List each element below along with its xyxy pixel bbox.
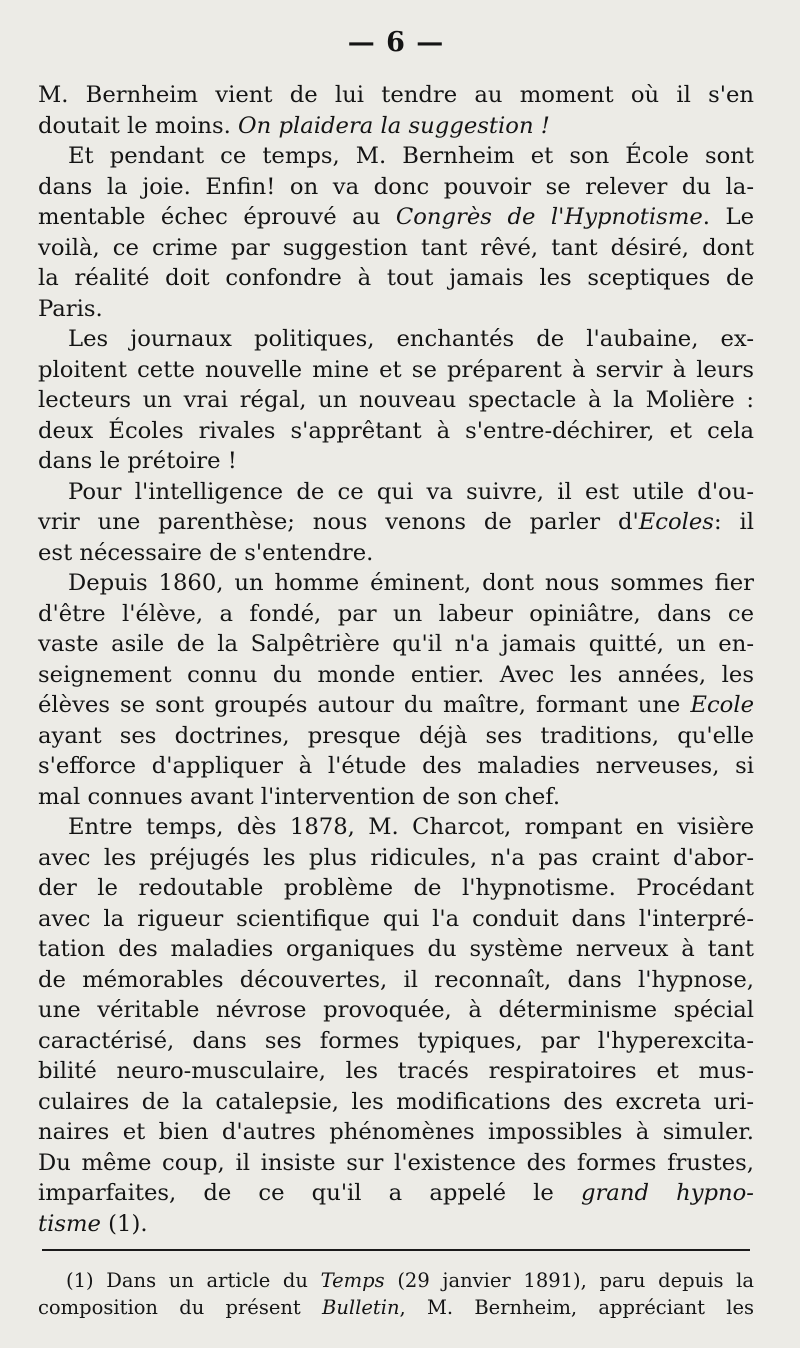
text-segment: avec les préjugés les plus ridicules, n'a pas craint d'abor-	[38, 844, 754, 871]
text-line	[38, 751, 754, 782]
text-line	[38, 538, 754, 569]
italic-text: Bulletin	[322, 1296, 400, 1319]
text-segment: lecteurs un vrai régal, un nouveau spectacle à la Molière :	[38, 387, 754, 413]
text-segment: naires et bien d'autres phénomènes impossibles à simuler.	[38, 1119, 754, 1145]
text-line	[38, 629, 754, 660]
text-segment: der le redoutable problème de l'hypnotisme. Procédant	[38, 875, 754, 901]
footnote-line	[38, 1294, 754, 1321]
italic-text: On plaidera la suggestion !	[238, 112, 550, 139]
paragraph	[38, 141, 754, 324]
text-segment: Les journaux politiques, enchantés de l'aubaine, ex-	[68, 326, 754, 352]
italic-text: grand hypno-	[580, 1180, 754, 1206]
text-segment: avec la rigueur scientifique qui l'a conduit dans l'interpré-	[38, 905, 754, 932]
text-segment: (29 janvier 1891), paru depuis la	[384, 1269, 754, 1292]
text-segment: Du même coup, il insiste sur l'existence des formes frustes,	[38, 1149, 754, 1176]
text-segment: voilà, ce crime par suggestion tant rêvé, tant désiré, dont	[38, 234, 754, 261]
text-line	[38, 873, 754, 904]
text-line	[38, 507, 754, 538]
text-line	[38, 721, 754, 752]
text-segment: s'efforce d'appliquer à l'étude des maladies nerveuses, si	[38, 753, 754, 779]
italic-text: Temps	[320, 1269, 385, 1292]
text-segment: Entre temps, dès 1878, M. Charcot, rompant en visière	[68, 814, 754, 840]
text-segment: : il	[713, 509, 754, 535]
text-segment: Paris.	[38, 295, 103, 322]
text-segment: seignement connu du monde entier. Avec les années, les	[38, 661, 754, 688]
text-line	[38, 995, 754, 1026]
text-line	[38, 355, 754, 386]
main-text	[38, 80, 754, 1239]
text-line	[38, 812, 754, 843]
text-line	[38, 965, 754, 996]
text-line	[38, 1148, 754, 1179]
text-segment: bilité neuro-musculaire, les tracés respiratoires et mus-	[38, 1058, 754, 1084]
footnote-line	[38, 1267, 754, 1294]
text-line	[38, 599, 754, 630]
text-line	[38, 1117, 754, 1148]
text-segment: mentable échec éprouvé au	[38, 204, 396, 230]
paragraph	[38, 568, 754, 812]
text-segment: vrir une parenthèse; nous venons de parler d'	[38, 509, 639, 535]
paragraph	[38, 80, 754, 141]
text-line	[38, 1178, 754, 1209]
paragraph	[38, 477, 754, 569]
text-segment: (1).	[100, 1210, 148, 1237]
text-line	[38, 80, 754, 111]
text-line	[38, 324, 754, 355]
text-line	[38, 660, 754, 691]
italic-text: Ecole	[690, 692, 754, 718]
text-segment: la réalité doit confondre à tout jamais les sceptiques de	[38, 265, 754, 291]
text-line	[38, 172, 754, 203]
text-segment: composition du présent	[38, 1296, 322, 1319]
italic-text: Congrès de l'Hypnotisme	[395, 204, 703, 230]
text-line	[38, 1209, 754, 1240]
text-segment: deux Écoles rivales s'apprêtant à s'entre-déchirer, et cela	[38, 417, 754, 444]
text-line	[38, 568, 754, 599]
text-segment: Pour l'intelligence de ce qui va suivre, il est utile d'ou-	[68, 478, 754, 505]
text-segment: Depuis 1860, un homme éminent, dont nous sommes fier	[68, 570, 754, 596]
text-segment: ayant ses doctrines, presque déjà ses traditions, qu'elle	[38, 722, 754, 749]
text-line	[38, 782, 754, 813]
text-segment: ploitent cette nouvelle mine et se préparent à servir à leurs	[38, 356, 754, 383]
text-segment: culaires de la catalepsie, les modifications des excreta uri-	[38, 1088, 754, 1115]
text-line	[38, 1056, 754, 1087]
text-segment: élèves se sont groupés autour du maître, formant une	[38, 692, 691, 718]
text-segment: , M. Bernheim, appréciant les	[399, 1296, 754, 1319]
text-segment: dans la joie. Enfin! on va donc pouvoir se relever du la-	[38, 173, 754, 200]
text-line	[38, 141, 754, 172]
text-segment: Et pendant ce temps, M. Bernheim et son École sont	[68, 143, 754, 169]
text-line	[38, 385, 754, 416]
text-segment: imparfaites, de ce qu'il a appelé le	[38, 1180, 581, 1206]
text-segment: M. Bernheim vient de lui tendre au moment où il s'en	[38, 82, 754, 108]
text-line	[38, 294, 754, 325]
paragraph	[38, 324, 754, 477]
footnote	[38, 1267, 754, 1321]
text-segment: doutait le moins.	[38, 112, 239, 139]
text-line	[38, 1026, 754, 1057]
text-line	[38, 934, 754, 965]
text-segment: vaste asile de la Salpêtrière qu'il n'a jamais quitté, un en-	[38, 631, 754, 657]
text-line	[38, 111, 754, 142]
text-segment: de mémorables découvertes, il reconnaît, dans l'hypnose,	[38, 966, 754, 993]
text-segment: mal connues avant l'intervention de son chef.	[38, 783, 561, 810]
text-line	[38, 1087, 754, 1118]
page-number: — 6 —	[347, 27, 445, 58]
italic-text: tisme	[38, 1210, 101, 1237]
italic-text: Ecoles	[638, 509, 714, 535]
text-line	[38, 202, 754, 233]
text-line	[38, 233, 754, 264]
text-line	[38, 843, 754, 874]
text-line	[38, 690, 754, 721]
text-line	[38, 904, 754, 935]
text-segment: . Le	[702, 204, 754, 230]
text-segment: d'être l'élève, a fondé, par un labeur opiniâtre, dans ce	[38, 600, 754, 627]
text-segment: est nécessaire de s'entendre.	[38, 539, 374, 566]
text-segment: caractérisé, dans ses formes typiques, par l'hyperexcita-	[38, 1027, 754, 1054]
text-segment: une véritable névrose provoquée, à déterminisme spécial	[38, 997, 754, 1023]
text-segment: tation des maladies organiques du système nerveux à tant	[38, 936, 754, 962]
text-line	[38, 263, 754, 294]
paragraph	[38, 812, 754, 1239]
text-line	[38, 477, 754, 508]
text-line	[38, 446, 754, 477]
footnote-separator	[42, 1249, 750, 1251]
text-segment: dans le prétoire !	[38, 448, 237, 474]
text-line	[38, 416, 754, 447]
text-segment: (1) Dans un article du	[66, 1269, 321, 1292]
